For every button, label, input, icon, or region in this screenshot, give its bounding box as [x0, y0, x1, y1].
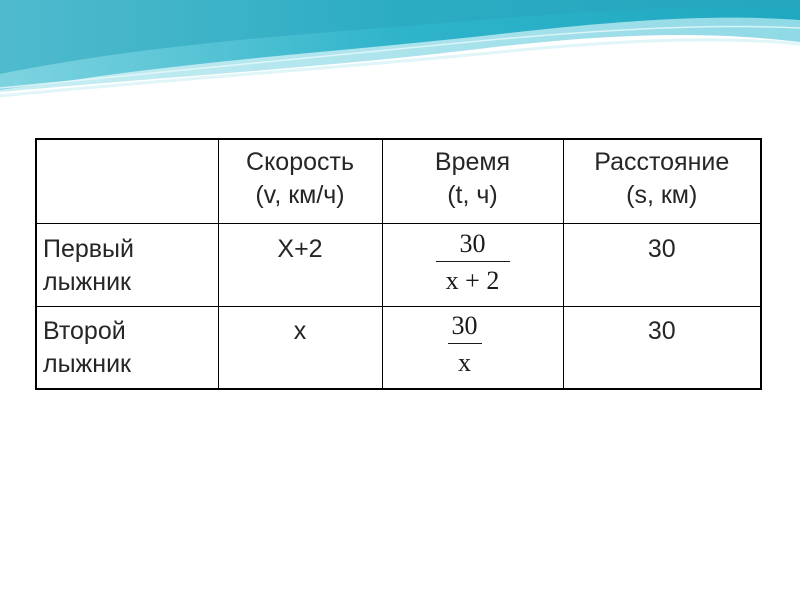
speed-cell: x — [218, 306, 382, 389]
row-label-line1: Второй — [43, 316, 126, 345]
header-distance-unit: (s, км) — [626, 181, 698, 209]
distance-cell: 30 — [563, 306, 761, 389]
fraction-bar — [436, 261, 510, 262]
time-fraction — [448, 311, 482, 378]
fraction-bar — [448, 343, 482, 344]
header-distance-title: Расстояние — [594, 148, 730, 176]
row-label-cell — [36, 223, 218, 306]
table-header-row — [36, 139, 761, 223]
header-time-unit: (t, ч) — [447, 181, 498, 209]
header-wave-decoration — [0, 0, 800, 100]
table-row — [36, 223, 761, 306]
header-empty-cell — [36, 139, 218, 223]
data-table-container — [35, 138, 762, 390]
time-cell — [382, 223, 563, 306]
row-label-line2: лыжник — [43, 349, 131, 378]
header-time-title: Время — [434, 148, 511, 176]
time-cell — [382, 306, 563, 389]
table-row — [36, 306, 761, 389]
speed-cell: X+2 — [218, 223, 382, 306]
header-time-cell — [382, 139, 563, 223]
header-distance-cell — [563, 139, 761, 223]
header-speed-cell — [218, 139, 382, 223]
header-speed-unit: (v, км/ч) — [255, 181, 345, 209]
fraction-numerator: 30 — [459, 228, 486, 258]
distance-cell: 30 — [563, 223, 761, 306]
fraction-numerator: 30 — [451, 310, 478, 340]
row-label-line2: лыжник — [43, 267, 131, 296]
skiers-table — [35, 138, 762, 390]
row-label-cell — [36, 306, 218, 389]
row-label-line1: Первый — [43, 234, 134, 263]
time-fraction — [436, 229, 510, 296]
fraction-denominator: x + 2 — [445, 265, 500, 295]
header-speed-title: Скорость — [246, 148, 354, 176]
fraction-denominator: x — [458, 347, 471, 377]
